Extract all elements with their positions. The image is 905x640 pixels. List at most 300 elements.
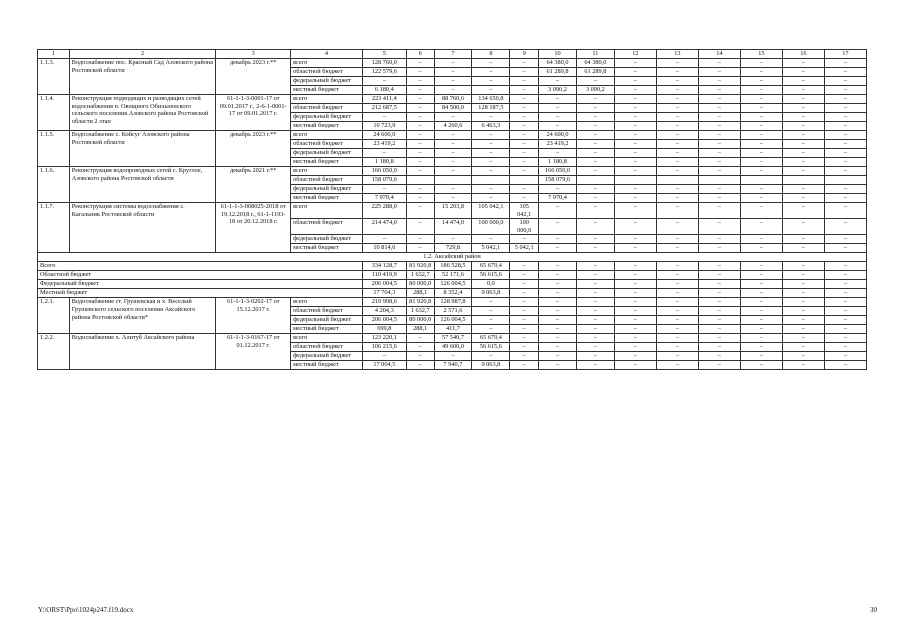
value-cell: –: [576, 289, 614, 298]
value-cell: –: [510, 361, 539, 370]
funding-source: местный бюджет: [291, 86, 363, 95]
value-cell: –: [614, 271, 656, 280]
value-cell: –: [510, 307, 539, 316]
value-cell: [406, 176, 434, 185]
value-cell: –: [510, 158, 539, 167]
funding-source: всего: [291, 95, 363, 104]
project-document: декабрь 2021 г.**: [216, 167, 291, 203]
value-cell: –: [614, 77, 656, 86]
header-cell: 6: [406, 50, 434, 59]
value-cell: –: [824, 280, 866, 289]
value-cell: 128 187,5: [472, 104, 510, 113]
value-cell: –: [698, 298, 740, 307]
value-cell: –: [782, 86, 824, 95]
value-cell: 134 650,8: [472, 95, 510, 104]
value-cell: 17 704,3: [362, 289, 406, 298]
value-cell: –: [614, 131, 656, 140]
total-label: Федеральный бюджет: [38, 280, 363, 289]
value-cell: –: [576, 167, 614, 176]
value-cell: –: [698, 194, 740, 203]
value-cell: –: [434, 59, 472, 68]
value-cell: –: [539, 352, 577, 361]
value-cell: –: [614, 122, 656, 131]
value-cell: –: [576, 185, 614, 194]
funding-source: областной бюджет: [291, 307, 363, 316]
value-cell: –: [472, 149, 510, 158]
value-cell: –: [576, 122, 614, 131]
value-cell: –: [698, 122, 740, 131]
value-cell: 64 380,0: [539, 59, 577, 68]
total-label: Областной бюджет: [38, 271, 363, 280]
table-row: [38, 298, 867, 307]
funding-source: всего: [291, 334, 363, 343]
value-cell: 4 204,3: [362, 307, 406, 316]
value-cell: –: [782, 158, 824, 167]
value-cell: –: [824, 219, 866, 235]
value-cell: –: [434, 86, 472, 95]
footer-path: Y:\ORST\Ppo\1024p247.f19.docx: [38, 606, 134, 614]
value-cell: –: [824, 113, 866, 122]
budget-table: [37, 49, 867, 370]
value-cell: –: [740, 95, 782, 104]
value-cell: –: [614, 95, 656, 104]
value-cell: –: [698, 68, 740, 77]
header-cell: 3: [216, 50, 291, 59]
value-cell: –: [656, 219, 698, 235]
value-cell: 80 000,0: [406, 280, 434, 289]
value-cell: –: [782, 307, 824, 316]
value-cell: –: [740, 316, 782, 325]
value-cell: –: [782, 167, 824, 176]
value-cell: –: [824, 235, 866, 244]
value-cell: –: [614, 244, 656, 253]
value-cell: 206 004,5: [362, 280, 406, 289]
value-cell: –: [656, 235, 698, 244]
value-cell: –: [510, 122, 539, 131]
value-cell: –: [824, 167, 866, 176]
value-cell: –: [434, 167, 472, 176]
value-cell: [576, 176, 614, 185]
value-cell: –: [472, 325, 510, 334]
value-cell: –: [698, 59, 740, 68]
value-cell: –: [576, 298, 614, 307]
value-cell: –: [824, 185, 866, 194]
value-cell: –: [698, 307, 740, 316]
value-cell: 214 474,0: [362, 219, 406, 235]
value-cell: 126 004,5: [434, 316, 472, 325]
value-cell: –: [740, 86, 782, 95]
value-cell: –: [824, 59, 866, 68]
value-cell: –: [614, 262, 656, 271]
value-cell: –: [576, 149, 614, 158]
value-cell: –: [698, 86, 740, 95]
value-cell: –: [824, 244, 866, 253]
value-cell: –: [824, 298, 866, 307]
value-cell: –: [782, 298, 824, 307]
value-cell: –: [539, 104, 577, 113]
value-cell: –: [698, 149, 740, 158]
value-cell: –: [656, 203, 698, 219]
value-cell: –: [576, 140, 614, 149]
value-cell: –: [406, 77, 434, 86]
project-number: 1.1.4.: [38, 95, 70, 131]
funding-source: местный бюджет: [291, 122, 363, 131]
value-cell: –: [782, 219, 824, 235]
value-cell: –: [472, 194, 510, 203]
value-cell: 288,1: [406, 289, 434, 298]
value-cell: 17 004,5: [362, 361, 406, 370]
value-cell: –: [614, 59, 656, 68]
project-document: 61-1-1-3-0167-17 от 01.12.2017 г.: [216, 334, 291, 370]
project-name: Реконструкция подводящих и разводящих сетей водоснабжения п. Овощного Обильненского сельского поселения Азовского района Ростовской области 2 этап: [69, 95, 216, 131]
value-cell: –: [614, 325, 656, 334]
value-cell: –: [782, 194, 824, 203]
funding-source: всего: [291, 203, 363, 219]
value-cell: 9 063,8: [472, 289, 510, 298]
value-cell: [472, 176, 510, 185]
project-name: Водоснабжение пос. Красный Сад Азовского района Ростовской области: [69, 59, 216, 95]
value-cell: –: [740, 185, 782, 194]
value-cell: –: [614, 158, 656, 167]
value-cell: 24 600,0: [362, 131, 406, 140]
value-cell: 158 079,6: [362, 176, 406, 185]
value-cell: –: [824, 158, 866, 167]
funding-source: местный бюджет: [291, 158, 363, 167]
value-cell: 6 180,4: [362, 86, 406, 95]
page-number: 30: [870, 606, 877, 614]
value-cell: –: [539, 334, 577, 343]
value-cell: –: [472, 86, 510, 95]
value-cell: –: [740, 140, 782, 149]
value-cell: 5 042,1: [472, 244, 510, 253]
value-cell: –: [698, 77, 740, 86]
value-cell: –: [698, 203, 740, 219]
value-cell: –: [362, 149, 406, 158]
value-cell: –: [656, 158, 698, 167]
value-cell: –: [510, 289, 539, 298]
value-cell: –: [782, 316, 824, 325]
value-cell: 123 220,1: [362, 334, 406, 343]
value-cell: –: [782, 235, 824, 244]
project-name: Реконструкция системы водоснабжения с. Кагальник Ростовской области: [69, 203, 216, 253]
value-cell: 100 000,0: [510, 219, 539, 235]
value-cell: –: [740, 104, 782, 113]
value-cell: –: [576, 262, 614, 271]
value-cell: –: [824, 325, 866, 334]
value-cell: –: [824, 68, 866, 77]
funding-source: областной бюджет: [291, 219, 363, 235]
value-cell: –: [740, 343, 782, 352]
value-cell: 210 908,6: [362, 298, 406, 307]
value-cell: –: [472, 185, 510, 194]
funding-source: местный бюджет: [291, 194, 363, 203]
value-cell: –: [782, 203, 824, 219]
value-cell: –: [656, 280, 698, 289]
value-cell: –: [656, 307, 698, 316]
value-cell: –: [698, 280, 740, 289]
header-cell: 8: [472, 50, 510, 59]
value-cell: –: [510, 149, 539, 158]
value-cell: 7 940,7: [434, 361, 472, 370]
value-cell: –: [698, 140, 740, 149]
funding-source: федеральный бюджет: [291, 316, 363, 325]
value-cell: –: [614, 280, 656, 289]
table-body: [38, 50, 867, 370]
value-cell: –: [576, 235, 614, 244]
value-cell: –: [740, 235, 782, 244]
header-cell: 10: [539, 50, 577, 59]
value-cell: –: [824, 203, 866, 219]
value-cell: –: [740, 307, 782, 316]
value-cell: –: [824, 104, 866, 113]
value-cell: –: [510, 95, 539, 104]
value-cell: –: [406, 361, 434, 370]
value-cell: –: [510, 325, 539, 334]
value-cell: –: [510, 185, 539, 194]
funding-source: федеральный бюджет: [291, 149, 363, 158]
value-cell: –: [656, 104, 698, 113]
value-cell: –: [472, 307, 510, 316]
value-cell: –: [510, 352, 539, 361]
value-cell: –: [782, 280, 824, 289]
value-cell: 128 760,0: [362, 59, 406, 68]
value-cell: –: [782, 289, 824, 298]
header-cell: 13: [656, 50, 698, 59]
value-cell: 411,7: [434, 325, 472, 334]
value-cell: –: [698, 235, 740, 244]
project-name: Водоснабжение х. Алитуб Аксайского района: [69, 334, 216, 370]
value-cell: –: [576, 104, 614, 113]
value-cell: –: [740, 77, 782, 86]
value-cell: 88 760,6: [434, 95, 472, 104]
value-cell: –: [539, 271, 577, 280]
value-cell: –: [698, 167, 740, 176]
value-cell: 0,0: [472, 280, 510, 289]
value-cell: 64 380,0: [576, 59, 614, 68]
value-cell: –: [539, 219, 577, 235]
value-cell: –: [656, 316, 698, 325]
value-cell: –: [656, 131, 698, 140]
value-cell: 223 411,4: [362, 95, 406, 104]
value-cell: 105 042,1: [472, 203, 510, 219]
value-cell: –: [576, 219, 614, 235]
funding-source: областной бюджет: [291, 140, 363, 149]
value-cell: –: [472, 113, 510, 122]
value-cell: –: [656, 298, 698, 307]
value-cell: –: [782, 271, 824, 280]
value-cell: –: [510, 104, 539, 113]
value-cell: –: [656, 149, 698, 158]
value-cell: 61 289,8: [576, 68, 614, 77]
value-cell: –: [782, 361, 824, 370]
funding-source: областной бюджет: [291, 68, 363, 77]
value-cell: [740, 176, 782, 185]
value-cell: –: [782, 140, 824, 149]
project-number: 1.1.3.: [38, 59, 70, 95]
table-row: [38, 334, 867, 343]
value-cell: 100 000,0: [472, 219, 510, 235]
value-cell: –: [434, 140, 472, 149]
value-cell: –: [782, 334, 824, 343]
value-cell: –: [539, 235, 577, 244]
funding-source: всего: [291, 131, 363, 140]
value-cell: 1 180,8: [362, 158, 406, 167]
value-cell: –: [614, 203, 656, 219]
value-cell: [510, 176, 539, 185]
value-cell: –: [614, 334, 656, 343]
value-cell: –: [539, 122, 577, 131]
value-cell: –: [576, 131, 614, 140]
value-cell: 56 615,6: [472, 343, 510, 352]
funding-source: федеральный бюджет: [291, 352, 363, 361]
value-cell: –: [406, 352, 434, 361]
value-cell: 5 042,1: [510, 244, 539, 253]
header-cell: 7: [434, 50, 472, 59]
value-cell: –: [698, 262, 740, 271]
value-cell: –: [698, 334, 740, 343]
value-cell: –: [824, 149, 866, 158]
value-cell: –: [472, 235, 510, 244]
value-cell: –: [656, 122, 698, 131]
value-cell: –: [656, 167, 698, 176]
funding-source: всего: [291, 298, 363, 307]
value-cell: –: [740, 131, 782, 140]
value-cell: –: [362, 113, 406, 122]
value-cell: –: [824, 343, 866, 352]
value-cell: –: [782, 185, 824, 194]
value-cell: –: [824, 289, 866, 298]
value-cell: –: [472, 167, 510, 176]
value-cell: –: [434, 158, 472, 167]
funding-source: областной бюджет: [291, 104, 363, 113]
value-cell: –: [656, 289, 698, 298]
value-cell: –: [406, 244, 434, 253]
header-cell: 5: [362, 50, 406, 59]
value-cell: –: [740, 203, 782, 219]
funding-source: всего: [291, 59, 363, 68]
value-cell: –: [434, 235, 472, 244]
funding-source: местный бюджет: [291, 244, 363, 253]
value-cell: 206 004,5: [362, 316, 406, 325]
value-cell: 225 288,0: [362, 203, 406, 219]
value-cell: –: [698, 158, 740, 167]
value-cell: –: [576, 280, 614, 289]
value-cell: –: [698, 185, 740, 194]
value-cell: –: [656, 95, 698, 104]
value-cell: –: [434, 149, 472, 158]
value-cell: –: [406, 203, 434, 219]
project-name: Водоснабжение ст. Грушевская и х. Веселый Грушевского сельского поселения Аксайского района Ростовской области*: [69, 298, 216, 334]
value-cell: –: [740, 262, 782, 271]
value-cell: –: [510, 271, 539, 280]
funding-source: федеральный бюджет: [291, 235, 363, 244]
value-cell: 10 814,0: [362, 244, 406, 253]
value-cell: –: [740, 149, 782, 158]
value-cell: –: [782, 59, 824, 68]
value-cell: –: [698, 325, 740, 334]
value-cell: –: [576, 158, 614, 167]
value-cell: 23 419,2: [362, 140, 406, 149]
value-cell: [698, 176, 740, 185]
value-cell: –: [510, 194, 539, 203]
value-cell: 166 050,0: [362, 167, 406, 176]
value-cell: –: [740, 167, 782, 176]
value-cell: 699,8: [362, 325, 406, 334]
value-cell: –: [656, 113, 698, 122]
value-cell: –: [434, 68, 472, 77]
value-cell: 3 090,2: [576, 86, 614, 95]
value-cell: –: [510, 343, 539, 352]
value-cell: –: [510, 262, 539, 271]
value-cell: 49 600,0: [434, 343, 472, 352]
value-cell: –: [510, 140, 539, 149]
value-cell: –: [614, 316, 656, 325]
value-cell: –: [539, 298, 577, 307]
value-cell: –: [406, 334, 434, 343]
value-cell: –: [539, 203, 577, 219]
value-cell: –: [656, 194, 698, 203]
value-cell: –: [472, 140, 510, 149]
value-cell: 2 571,6: [434, 307, 472, 316]
funding-source: федеральный бюджет: [291, 77, 363, 86]
value-cell: –: [824, 352, 866, 361]
value-cell: –: [614, 352, 656, 361]
header-cell: 4: [291, 50, 363, 59]
value-cell: –: [510, 59, 539, 68]
value-cell: –: [576, 325, 614, 334]
value-cell: [434, 176, 472, 185]
value-cell: –: [362, 77, 406, 86]
value-cell: –: [782, 352, 824, 361]
value-cell: –: [406, 194, 434, 203]
value-cell: –: [656, 325, 698, 334]
value-cell: –: [472, 298, 510, 307]
value-cell: –: [472, 352, 510, 361]
value-cell: –: [824, 271, 866, 280]
value-cell: –: [782, 149, 824, 158]
value-cell: –: [406, 113, 434, 122]
value-cell: –: [782, 95, 824, 104]
value-cell: 3 090,2: [539, 86, 577, 95]
value-cell: –: [656, 86, 698, 95]
value-cell: 10 723,9: [362, 122, 406, 131]
project-document: 61-1-1-3-008025-2018 от 19.12.2018 г., 61-1-1193-18 от 20.12.2018 г.: [216, 203, 291, 253]
value-cell: –: [472, 59, 510, 68]
value-cell: –: [539, 244, 577, 253]
table-row: [38, 95, 867, 104]
value-cell: –: [406, 86, 434, 95]
header-cell: 17: [824, 50, 866, 59]
value-cell: –: [824, 122, 866, 131]
value-cell: –: [614, 86, 656, 95]
value-cell: 186 528,5: [434, 262, 472, 271]
value-cell: 56 615,6: [472, 271, 510, 280]
value-cell: –: [406, 235, 434, 244]
value-cell: –: [576, 343, 614, 352]
value-cell: –: [698, 104, 740, 113]
value-cell: –: [539, 149, 577, 158]
value-cell: –: [740, 289, 782, 298]
value-cell: –: [782, 131, 824, 140]
value-cell: –: [576, 194, 614, 203]
value-cell: –: [740, 244, 782, 253]
total-row: [38, 271, 867, 280]
value-cell: –: [614, 219, 656, 235]
value-cell: –: [740, 280, 782, 289]
value-cell: –: [539, 325, 577, 334]
value-cell: 65 679,4: [472, 262, 510, 271]
value-cell: –: [782, 122, 824, 131]
